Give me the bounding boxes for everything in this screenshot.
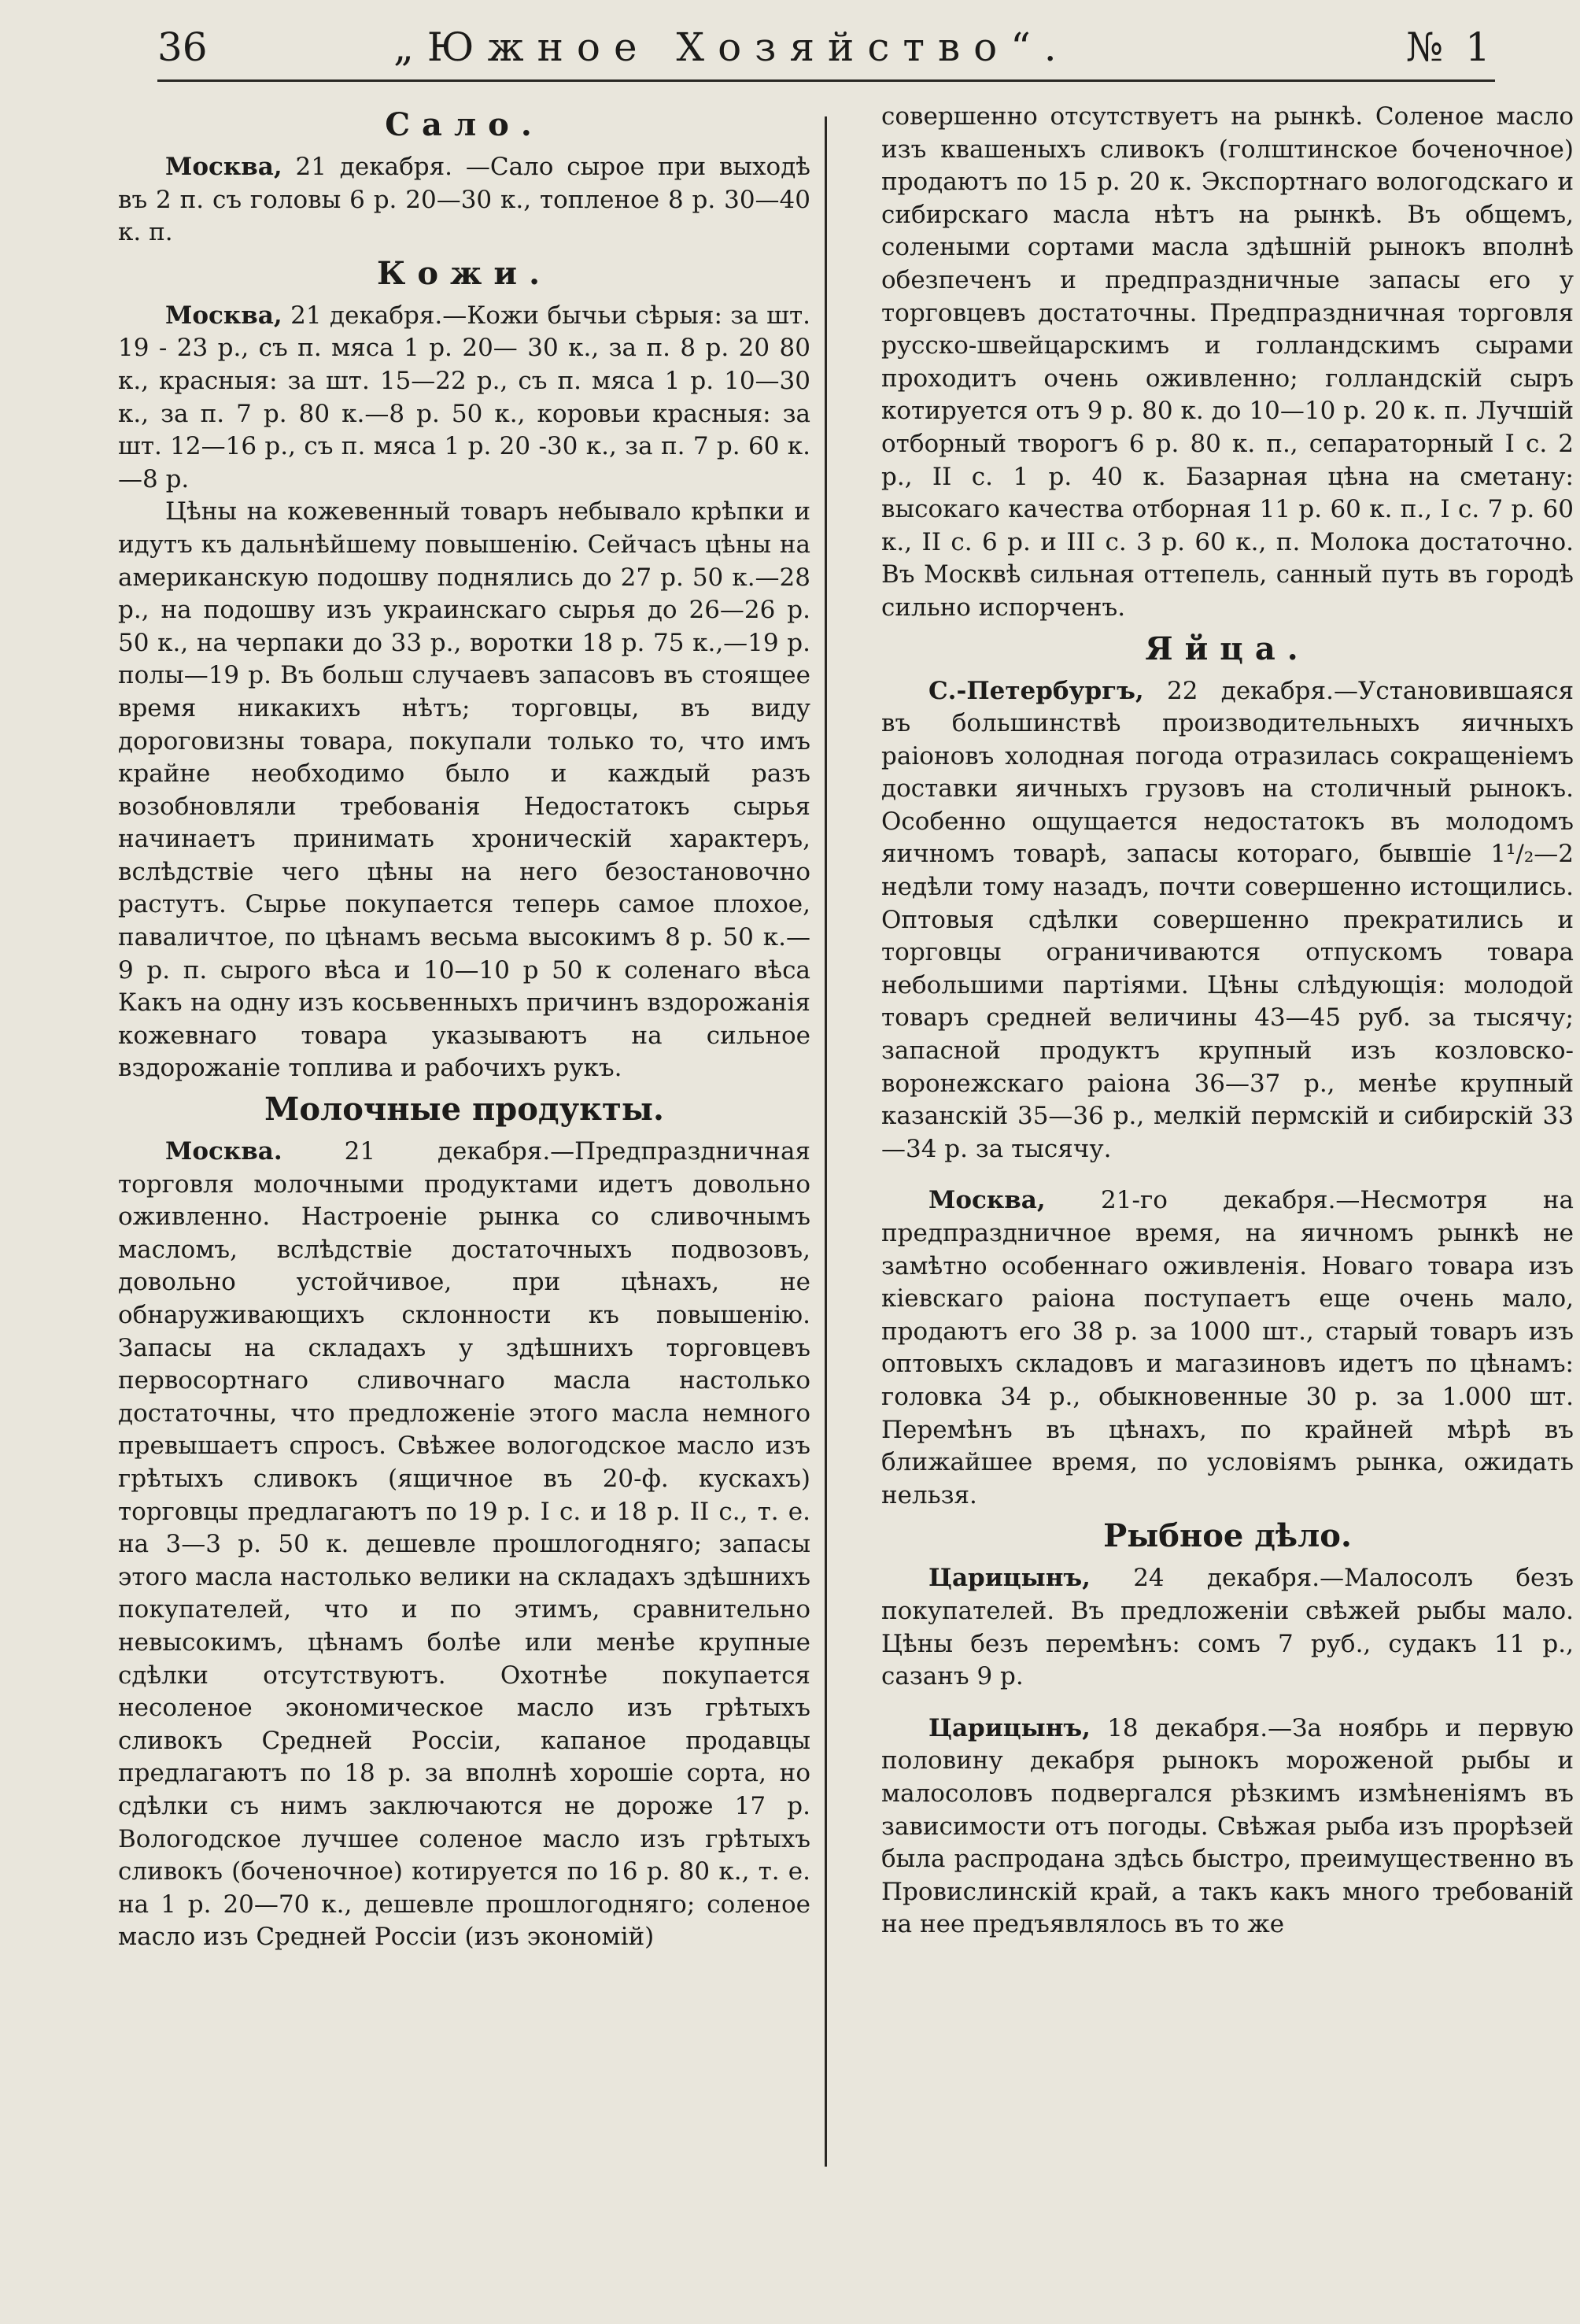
page-header <box>157 14 1495 80</box>
paragraph <box>881 1713 1574 1942</box>
dateline-place: С.-Петербургъ, <box>928 676 1144 705</box>
dateline-place: Царицынъ, <box>928 1564 1091 1593</box>
spacer <box>881 1694 1574 1713</box>
spacer <box>881 1166 1574 1184</box>
paragraph <box>118 300 810 497</box>
section-heading-yaitsa: Яйца. <box>1145 630 1310 667</box>
paragraph <box>118 1136 810 1954</box>
paragraph-text: 21 декабря. —Сало сырое при выходѣ въ 2 п. съ головы 6 р. 20—30 к., топленое 8 р. 30—40 к. п. <box>118 153 811 247</box>
dateline-place: Москва, <box>165 301 282 330</box>
paragraph-text: 21 декабря.—Кожи бычьи сѣрыя: за шт. 19 - 23 р., съ п. мяса 1 р. 20— 30 к., за п. 8 р. 20 80 к., красныя: за шт. 15—22 р., съ п. мяса 1 р. 10—30 к., за п. 7 р. 80 к.—8 р. 50 к., коровьи красныя: за шт. 12—16 р., съ п. мяса 1 р. 20 -30 к., за п. 7 р. 60 к.—8 р. <box>118 301 811 493</box>
dateline-place: Москва, <box>165 153 282 181</box>
paragraph <box>118 496 810 1085</box>
header-rule <box>157 79 1495 82</box>
paragraph <box>881 675 1574 1166</box>
column-divider <box>825 116 827 2167</box>
journal-title: „Южное Хозяйство“. <box>393 24 1070 70</box>
paragraph <box>881 1184 1574 1512</box>
page-number: 36 <box>157 24 208 70</box>
issue-number: № 1 <box>1405 24 1495 70</box>
left-column <box>118 101 810 1954</box>
section-heading-ryba: Рыбное дѣло. <box>1103 1517 1352 1555</box>
right-column <box>881 101 1574 1942</box>
section-heading-moloch: Молочные продукты. <box>264 1091 664 1129</box>
paragraph <box>881 101 1574 625</box>
paragraph-text: 21 декабря.—Предпраздничная торговля молочными продуктами идетъ довольно оживленно. Настроеніе рынка со сливочнымъ масломъ, вслѣдствіе достаточныхъ подвозовъ, довольно устойчивое, при цѣнахъ, не обнаруживающихъ склонности къ повышенію. Запасы на складахъ у здѣшнихъ торговцевъ первосортнаго сливочнаго масла настолько достаточны, что предложеніе этого масла немного превышаетъ спросъ. Свѣжее вологодское масло изъ грѣтыхъ сливокъ (ящичное въ 20-ф. кускахъ) торговцы предлагаютъ по 19 р. I с. и 18 р. II с., т. е. на 3—3 р. 50 к. дешевле прошлогодняго; запасы этого масла настолько велики на складахъ здѣшнихъ покупателей, что и по этимъ, сравнительно невысокимъ, цѣнамъ болѣе или менѣе крупные сдѣлки отсутствуютъ. Охотнѣе покупается несоленое экономическое масло изъ грѣтыхъ сливокъ Средней Россіи, капаное продавцы предлагаютъ по 18 р. за вполнѣ хорошіе сорта, но сдѣлки съ нимъ заключаются не дороже 17 р. Вологодское лучшее соленое масло изъ грѣтыхъ сливокъ (боченочное) котируется по 16 р. 80 к., т. е. на 1 р. 20—70 к., дешевле прошлогодняго; соленое масло изъ Средней Россіи (изъ экономій) <box>118 1137 810 1952</box>
paragraph-text: Цѣны на кожевенный товаръ небывало крѣпки и идутъ къ дальнѣйшему повышенію. Сейчасъ цѣны на американскую подошву поднялись до 27 р. 50 к.—28 р., на подошву изъ украинскаго сырья до 26—26 р. 50 к., на черпаки до 33 р., воротки 18 р. 75 к.,—19 р. полы—19 р. Въ больш случаевъ запасовъ въ стоящее время никакихъ нѣтъ; торговцы, въ виду дороговизны товара, покупали только то, что имъ крайне необходимо было и каждый разъ возобновляли требованія Недостатокъ сырья начинаетъ принимать хроническій характеръ, вслѣдствіе чего цѣны на него безостановочно растутъ. Сырье покупается теперь самое плохое, паваличтое, по цѣнамъ весьма высокимъ 8 р. 50 к.—9 р. п. сырого вѣса и 10—10 р 50 к соленаго вѣса Какъ на одну изъ косьвенныхъ причинъ вздорожанія кожевнаго товара указываютъ на сильное вздорожаніе топлива и рабочихъ рукъ. <box>118 497 810 1083</box>
paragraph-text: 21-го декабря.—Несмотря на предпраздничное время, на яичномъ рынкѣ не замѣтно особеннаго оживленія. Новаго товара изъ кіевскаго раіона поступаетъ еще очень мало, продаютъ его 38 р. за 1000 шт., старый товаръ изъ оптовыхъ складовъ и магазиновъ идетъ по цѣнамъ: головка 34 р., обыкновенные 30 р. за 1.000 шт. Перемѣнъ въ цѣнахъ, по крайней мѣрѣ въ ближайшее время, по условіямъ рынка, ожидать нельзя. <box>881 1186 1574 1509</box>
section-heading-kozhi: Кожи. <box>376 254 552 292</box>
paragraph <box>881 1562 1574 1693</box>
paragraph-text: 24 декабря.—Малосолъ безъ покупателей. Въ предложеніи свѣжей рыбы мало. Цѣны безъ перемѣнъ: сомъ 7 руб., судакъ 11 р., сазанъ 9 р. <box>881 1564 1574 1691</box>
section-heading-salo: Сало. <box>385 106 544 143</box>
dateline-place: Царицынъ, <box>928 1713 1091 1742</box>
paragraph-text: 18 декабря.—За ноябрь и первую половину декабря рынокъ мороженой рыбы и малосоловъ подвергался рѣзкимъ измѣненіямъ въ зависимости отъ погоды. Свѣжая рыба изъ прорѣзей была распродана здѣсь быстро, преимущественно въ Провислинскій край, а такъ какъ много требованій на нее предъявлялось въ то же <box>881 1713 1574 1939</box>
dateline-place: Москва. <box>165 1137 282 1166</box>
paragraph-text: 22 декабря.—Установившаяся въ большинствѣ производительныхъ яичныхъ раіоновъ холодная погода отразилась сокращеніемъ доставки яичныхъ грузовъ на столичный рынокъ. Особенно ощущается недостатокъ въ молодомъ яичномъ товарѣ, запасы котораго, бывшіе 1¹/₂—2 недѣли тому назадъ, почти совершенно истощились. Оптовыя сдѣлки совершенно прекратились и торговцы ограничиваются отпускомъ товара небольшими партіями. Цѣны слѣдующія: молодой товаръ средней величины 43—45 руб. за тысячу; запасной продуктъ крупный изъ козловско-воронежскаго раіона 36—37 р., менѣе крупный казанскій 35—36 р., мелкій пермскій и сибирскій 33—34 р. за тысячу. <box>881 676 1574 1163</box>
dateline-place: Москва, <box>928 1186 1046 1215</box>
paragraph <box>118 151 810 249</box>
paragraph-text: совершенно отсутствуетъ на рынкѣ. Соленое масло изъ квашеныхъ сливокъ (голштинское боченочное) продаютъ по 15 р. 20 к. Экспортнаго вологодскаго и сибирскаго масла нѣтъ на рынкѣ. Въ общемъ, солеными сортами масла здѣшній рынокъ вполнѣ обезпеченъ и предпраздничные запасы его у торговцевъ достаточны. Предпраздничная торговля русско-швейцарскимъ и голландскимъ сырами проходитъ очень оживленно; голландскій сыръ котируется отъ 9 р. 80 к. до 10—10 р. 20 к. п. Лучшій отборный творогъ 6 р. 80 к. п., сепараторный I с. 2 р., II с. 1 р. 40 к. Базарная цѣна на сметану: высокаго качества отборная 11 р. 60 к. п., I с. 7 р. 60 к., II с. 6 р. и III с. 3 р. 60 к., п. Молока достаточно. Въ Москвѣ сильная оттепель, санный путь въ городѣ сильно испорченъ. <box>881 102 1574 622</box>
